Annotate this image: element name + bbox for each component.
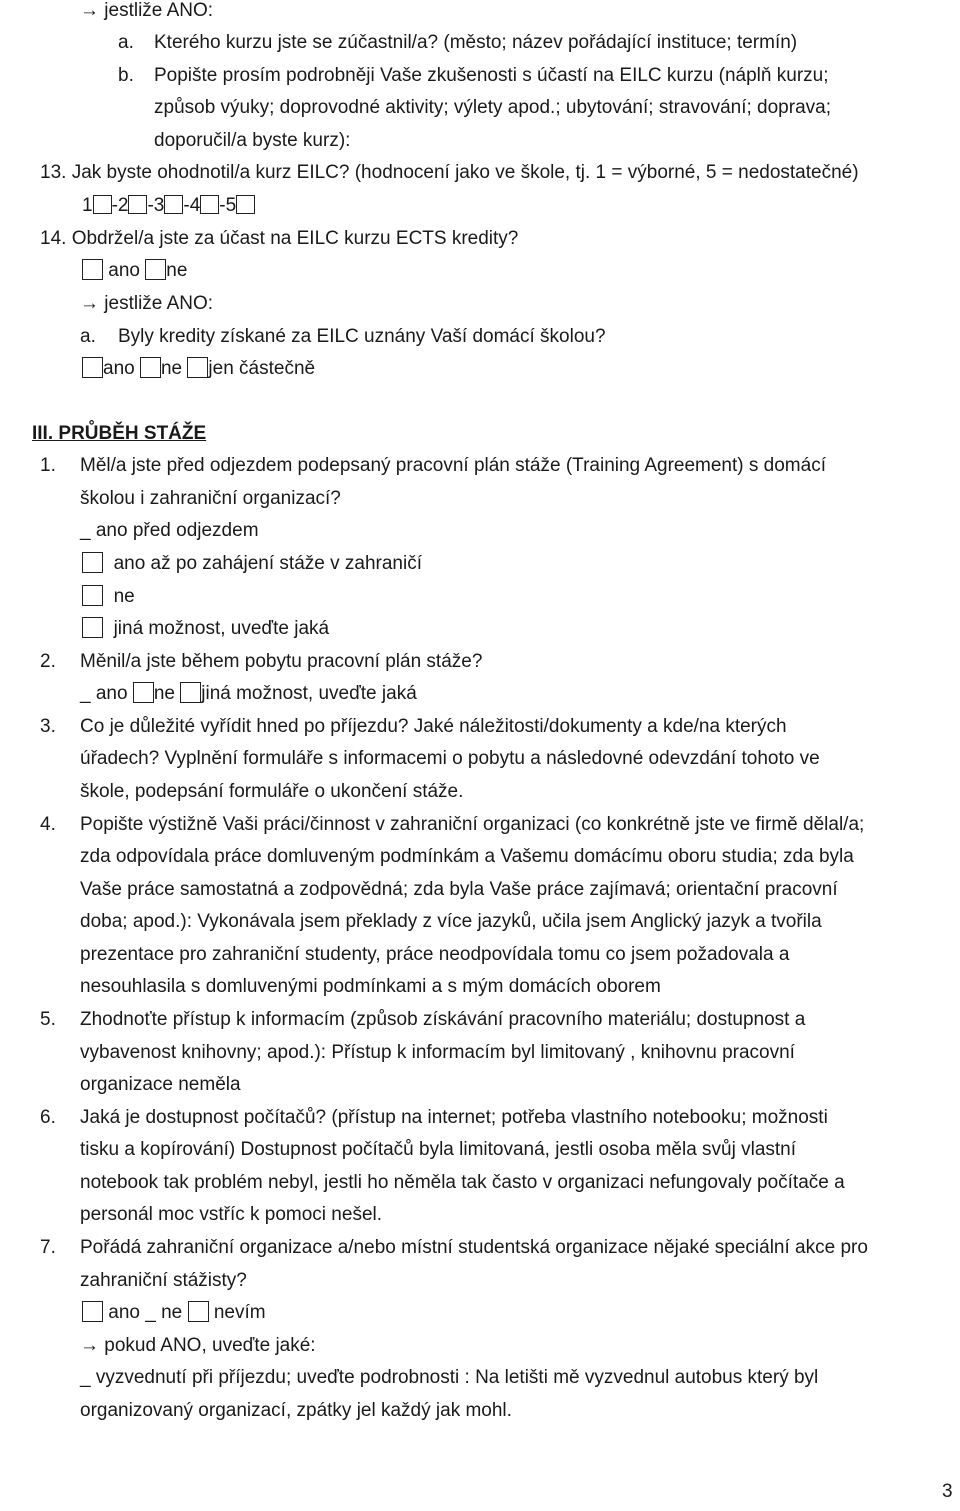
- if-yes-arrow-text: → jestliže ANO:: [80, 0, 214, 21]
- q14-ano-label: ano: [108, 260, 140, 281]
- q7-line1: Pořádá zahraniční organizace a/nebo místní studentská organizace nějaké speciální akce pro: [80, 1237, 868, 1258]
- q2-other-label: jiná možnost, uveďte jaká: [201, 683, 417, 704]
- rating-checkbox-3[interactable]: [164, 195, 183, 214]
- item-b-marker: b.: [118, 65, 134, 86]
- rating-scale: [82, 193, 255, 219]
- q14a-ne-checkbox[interactable]: [140, 357, 161, 378]
- q14a-ne-label: ne: [160, 358, 183, 379]
- q6-line1: Jaká je dostupnost počítačů? (přístup na internet; potřeba vlastního notebooku; možnosti: [80, 1107, 828, 1128]
- q3-line2: úřadech? Vyplnění formuláře s informacemi o pobytu a následovné odevzdání tohoto ve: [80, 748, 820, 769]
- q7-dunno-label: nevím: [213, 1302, 266, 1323]
- q4-number: 4.: [40, 814, 56, 835]
- q5-line2: vybavenost knihovny; apod.): Přístup k informacím byl limitovaný , knihovnu pracovní: [80, 1042, 795, 1063]
- q5-number: 5.: [40, 1009, 56, 1030]
- q2-options: [80, 681, 417, 707]
- q6-line4: personál moc vstříc k pomoci nešel.: [80, 1204, 383, 1225]
- q1-other-checkbox[interactable]: [82, 617, 103, 638]
- q4-line6: nesouhlasila s domluvenými podmínkami a s mým domácích oborem: [80, 976, 661, 997]
- q7-number: 7.: [40, 1237, 56, 1258]
- q7-ano-label: ano: [108, 1302, 140, 1323]
- q14-a-marker: a.: [80, 326, 96, 347]
- q7-ne-label: _ ne: [145, 1302, 183, 1323]
- q1-number: 1.: [40, 455, 56, 476]
- q4-line1: Popište výstižně Vaši práci/činnost v zahraniční organizaci (co konkrétně jste ve firmě dělal/a;: [80, 814, 865, 835]
- rating-checkbox-1[interactable]: [93, 195, 112, 214]
- q1-opt-other-row: [82, 616, 329, 642]
- q14-a-options: [82, 356, 315, 382]
- q1-no-label: ne: [113, 586, 135, 607]
- item-a-text: Kterého kurzu jste se zúčastnil/a? (město; název pořádající instituce; termín): [154, 32, 798, 53]
- page-number: 3: [942, 1481, 953, 1502]
- q2-other-checkbox[interactable]: [180, 682, 201, 703]
- rating-label-3: -3: [147, 195, 165, 216]
- q14-if-yes: → jestliže ANO:: [80, 293, 214, 314]
- q7-answer-line1: _ vyzvednutí při příjezdu; uveďte podrobnosti : Na letišti mě vyzvednul autobus který byl: [80, 1367, 819, 1388]
- q6-line3: notebook tak problém nebyl, jestli ho něměla tak často v organizaci nefungovaly počítače a: [80, 1172, 845, 1193]
- q2-ano-label: _ ano: [80, 683, 128, 704]
- q1-opt-no-row: [82, 584, 135, 610]
- q2-number: 2.: [40, 651, 56, 672]
- item-a-marker: a.: [118, 32, 134, 53]
- q1-after-checkbox[interactable]: [82, 552, 103, 573]
- item-b-line2: způsob výuky; doprovodné aktivity; výlety apod.; ubytování; stravování; doprava;: [154, 97, 831, 118]
- q6-number: 6.: [40, 1107, 56, 1128]
- rating-label-4: -4: [183, 195, 201, 216]
- item-b-line3: doporučil/a byste kurz):: [154, 130, 351, 151]
- q5-line3: organizace neměla: [80, 1074, 241, 1095]
- q4-line4: doba; apod.): Vykonávala jsem překlady z více jazyků, učila jsem Anglický jazyk a tvořila: [80, 911, 822, 932]
- q3-line1: Co je důležité vyřídit hned po příjezdu? Jaké náležitosti/dokumenty a kde/na kterých: [80, 716, 787, 737]
- q7-line2: zahraniční stážisty?: [80, 1270, 247, 1291]
- q14-options: [82, 258, 187, 284]
- q7-options: [82, 1300, 266, 1326]
- q2-ne-checkbox[interactable]: [133, 682, 154, 703]
- rating-checkbox-2[interactable]: [128, 195, 147, 214]
- q1-line1: Měl/a jste před odjezdem podepsaný pracovní plán stáže (Training Agreement) s domácí: [80, 455, 826, 476]
- q14a-partial-label: jen částečně: [208, 358, 316, 379]
- q3-line3: škole, podepsání formuláře o ukončení stáže.: [80, 781, 464, 802]
- q14-ano-checkbox[interactable]: [82, 259, 103, 280]
- question-14: 14. Obdržel/a jste za účast na EILC kurzu ECTS kredity?: [40, 228, 519, 249]
- q14-ne-checkbox[interactable]: [145, 259, 166, 280]
- q1-line2: školou i zahraniční organizací?: [80, 488, 341, 509]
- q14a-ano-label: ano: [103, 358, 135, 379]
- q1-no-checkbox[interactable]: [82, 585, 103, 606]
- rating-label-2: -2: [111, 195, 129, 216]
- item-b-line1: Popište prosím podrobněji Vaše zkušenosti s účastí na EILC kurzu (náplň kurzu;: [154, 65, 829, 86]
- rating-checkbox-5[interactable]: [236, 195, 255, 214]
- q1-after-label: ano až po zahájení stáže v zahraničí: [113, 553, 422, 574]
- q7-if-yes: → pokud ANO, uveďte jaké:: [80, 1335, 316, 1356]
- rating-checkbox-4[interactable]: [200, 195, 219, 214]
- q5-line1: Zhodnoťte přístup k informacím (způsob získávání pracovního materiálu; dostupnost a: [80, 1009, 806, 1030]
- q14a-partial-checkbox[interactable]: [187, 357, 208, 378]
- q2-text: Měnil/a jste během pobytu pracovní plán stáže?: [80, 651, 483, 672]
- q4-line2: zda odpovídala práce domluveným podmínkám a Vašemu domácímu oboru studia; zda byla: [80, 846, 854, 867]
- q1-opt-after-row: [82, 551, 422, 577]
- q14-ne-label: ne: [166, 260, 188, 281]
- question-13: 13. Jak byste ohodnotil/a kurz EILC? (hodnocení jako ve škole, tj. 1 = výborné, 5 = nedostatečné): [40, 162, 859, 183]
- rating-label-1: 1: [82, 195, 93, 216]
- q7-answer-line2: organizovaný organizací, zpátky jel každý jak mohl.: [80, 1400, 512, 1421]
- q3-number: 3.: [40, 716, 56, 737]
- q1-opt-before: _ ano před odjezdem: [80, 520, 259, 541]
- q6-line2: tisku a kopírování) Dostupnost počítačů byla limitovaná, jestli osoba měla svůj vlastní: [80, 1139, 797, 1160]
- section-title: III. PRŮBĚH STÁŽE: [32, 423, 207, 444]
- rating-label-5: -5: [219, 195, 237, 216]
- q7-dunno-checkbox[interactable]: [188, 1301, 209, 1322]
- q7-ano-checkbox[interactable]: [82, 1301, 103, 1322]
- q2-ne-label: ne: [153, 683, 175, 704]
- q14-a-text: Byly kredity získané za EILC uznány Vaší domácí školou?: [118, 326, 606, 347]
- q4-line5: prezentace pro zahraniční studenty, práce neodpovídala tomu co jsem požadovala a: [80, 944, 790, 965]
- q1-other-label: jiná možnost, uveďte jaká: [113, 618, 330, 639]
- q14a-ano-checkbox[interactable]: [82, 357, 103, 378]
- q4-line3: Vaše práce samostatná a zodpovědná; zda byla Vaše práce zajímavá; orientační pracovní: [80, 879, 838, 900]
